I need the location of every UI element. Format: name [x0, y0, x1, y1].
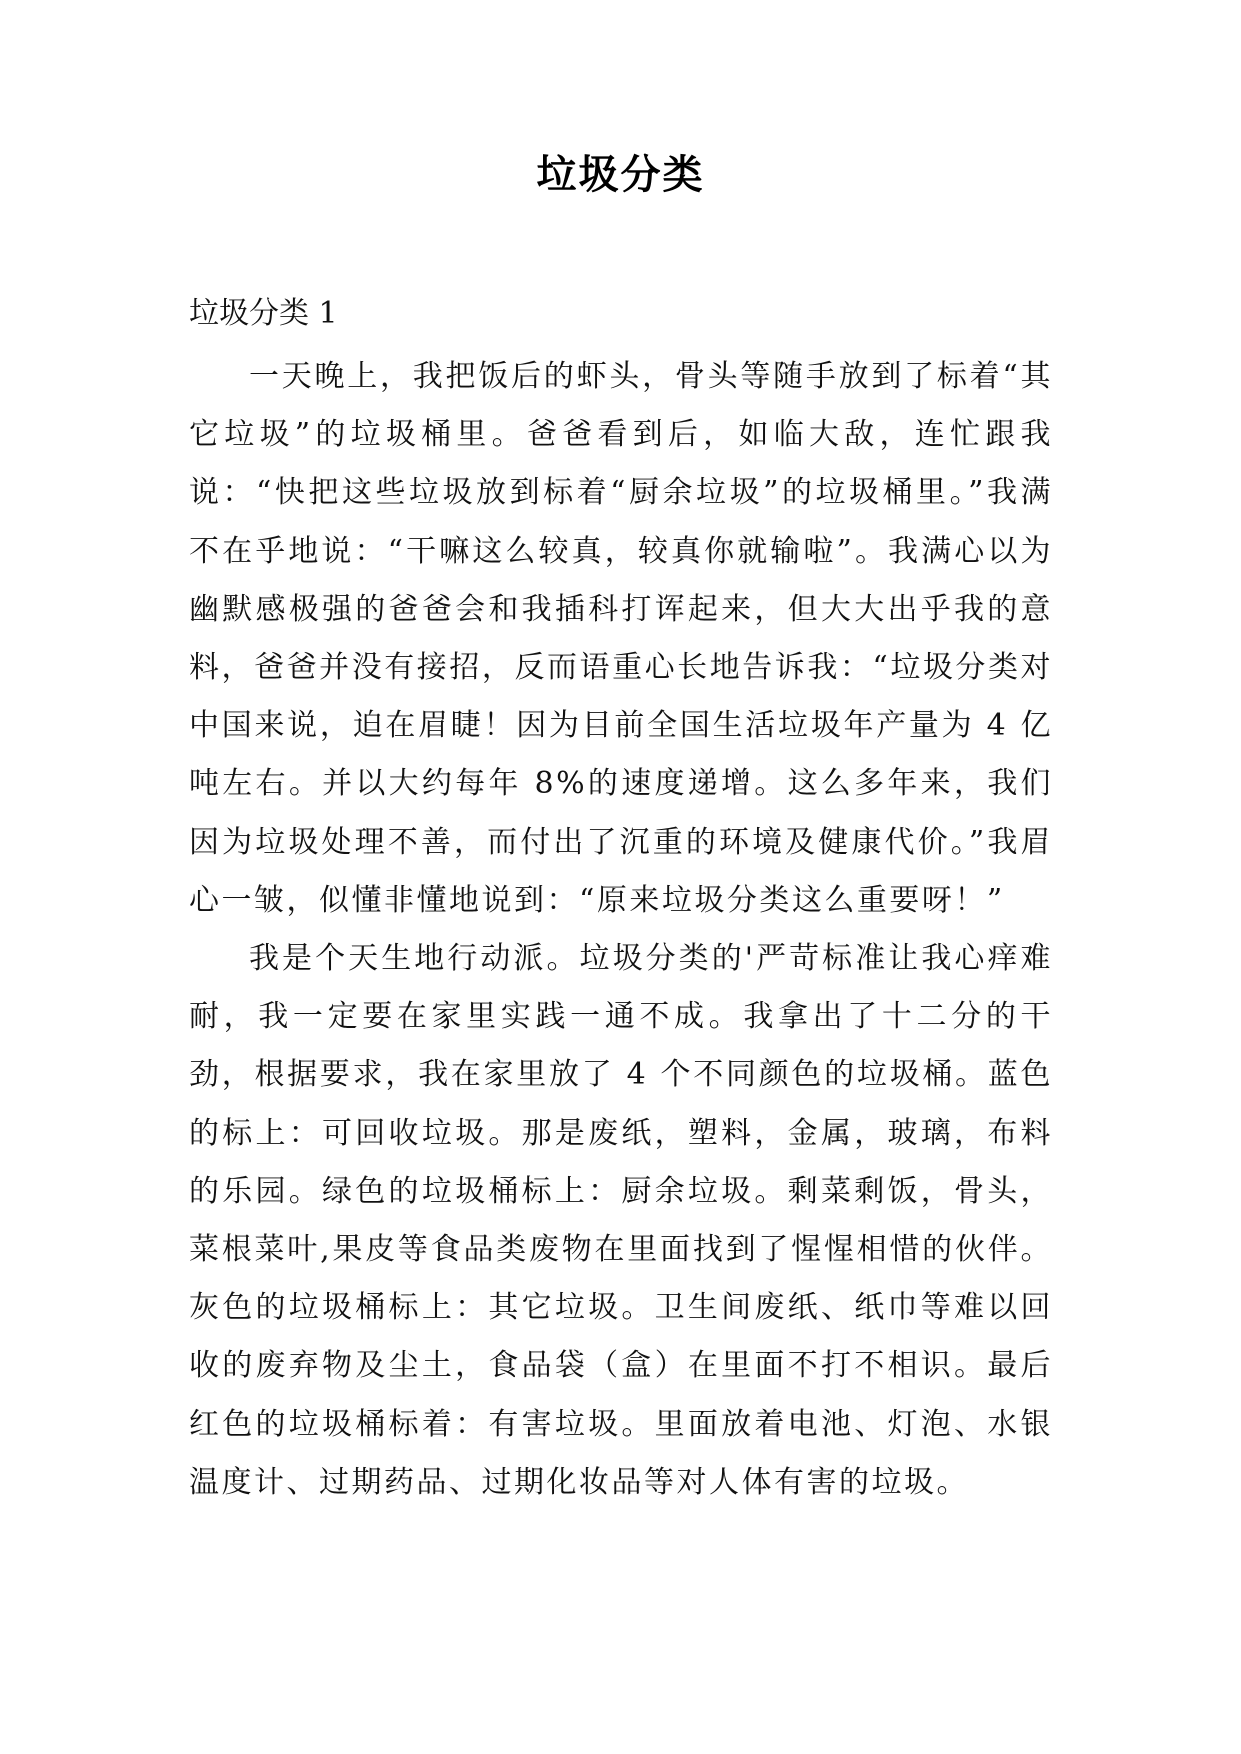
essay-body	[189, 348, 1053, 1512]
paragraph-1: 一天晚上，我把饭后的虾头，骨头等随手放到了标着“其它垃圾”的垃圾桶里。爸爸看到后，如临大敌，连忙跟我说：“快把这些垃圾放到标着“厨余垃圾”的垃圾桶里。”我满不在乎地说：“干嘛这么较真，较真你就输啦”。我满心以为幽默感极强的爸爸会和我插科打诨起来，但大大出乎我的意料，爸爸并没有接招，反而语重心长地告诉我：“垃圾分类对中国来说，迫在眉睫！因为目前全国生活垃圾年产量为 4 亿吨左右。并以大约每年 8%的速度递增。这么多年来，我们因为垃圾处理不善，而付出了沉重的环境及健康代价。”我眉心一皱，似懂非懂地说到：“原来垃圾分类这么重要呀！”	[189, 359, 1053, 918]
essay-subheading: 垃圾分类 1	[189, 296, 338, 331]
paragraph-2: 我是个天生地行动派。垃圾分类的'严苛标准让我心痒难耐，我一定要在家里实践一通不成。我拿出了十二分的干劲，根据要求，我在家里放了 4 个不同颜色的垃圾桶。蓝色的标上：可回收垃圾。那是废纸，塑料，金属，玻璃，布料的乐园。绿色的垃圾桶标上：厨余垃圾。剩菜剩饭，骨头，菜根菜叶,果皮等食品类废物在里面找到了惺惺相惜的伙伴。灰色的垃圾桶标上：其它垃圾。卫生间废纸、纸巾等难以回收的废弃物及尘土，食品袋（盒）在里面不打不相识。最后红色的垃圾桶标着：有害垃圾。里面放着电池、灯泡、水银温度计、过期药品、过期化妆品等对人体有害的垃圾。	[189, 941, 1053, 1500]
document-title: 垃圾分类	[536, 152, 705, 198]
